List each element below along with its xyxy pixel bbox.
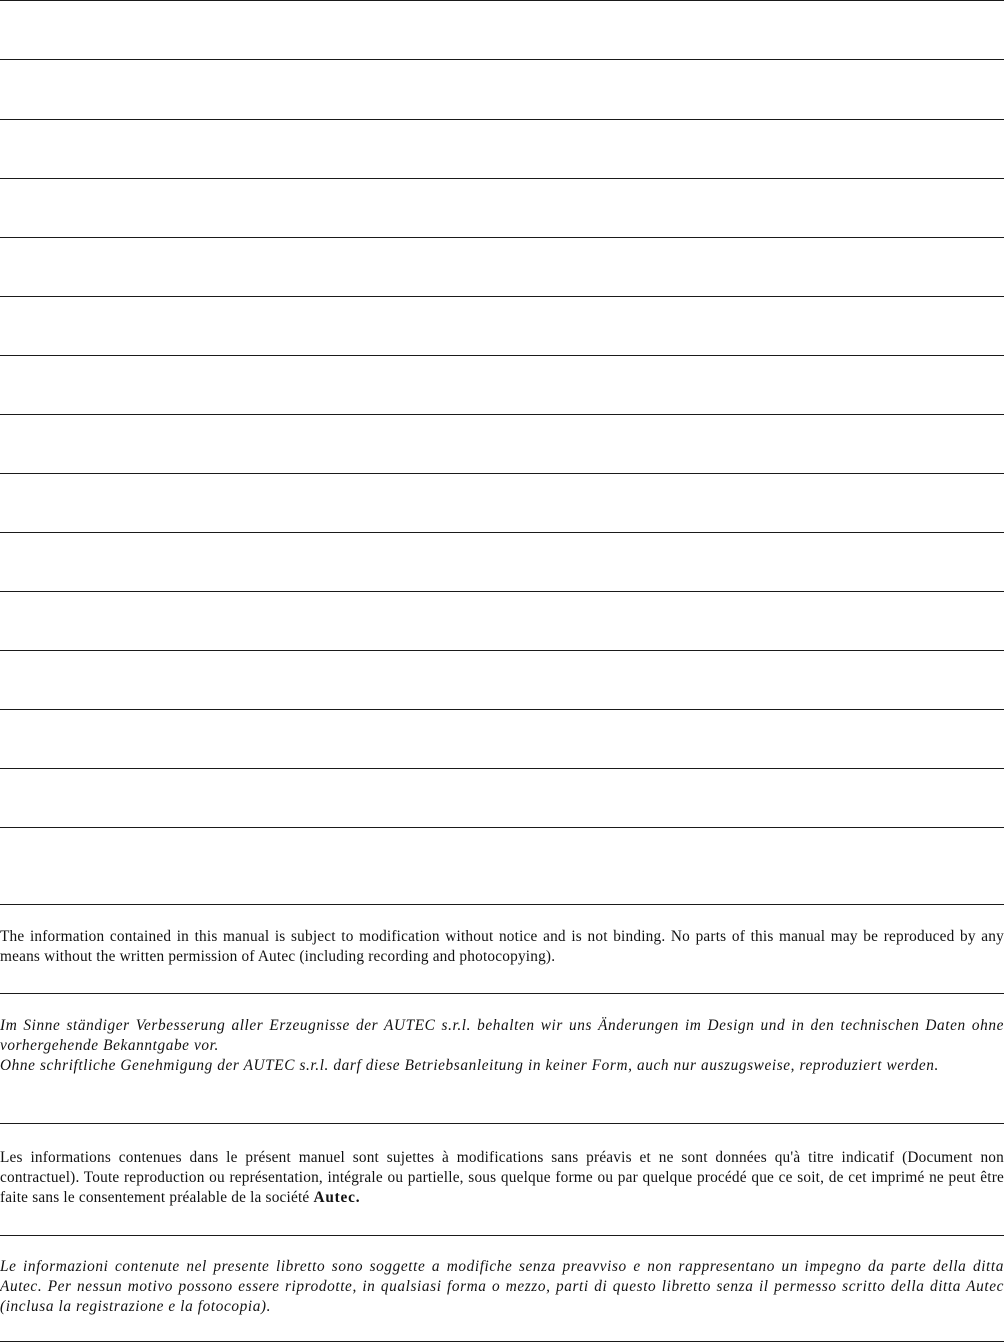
company-name: Autec. <box>313 1189 361 1206</box>
disclaimer-german <box>0 1016 1004 1076</box>
note-line <box>0 237 1004 238</box>
disclaimer-french-paragraph <box>0 1148 1004 1208</box>
section-divider <box>0 904 1004 905</box>
disclaimer-italian-text: Le informazioni contenute nel presente libretto sono soggette a modifiche senza preavviso e non rappresentano un impegno da parte della ditta Autec. Per nessun motivo possono essere riprodotte, in qualsiasi forma o mezzo, parti di questo libretto senza il permesso scritto della ditta Autec (inclusa la registrazione e la fotocopia). <box>0 1258 1004 1315</box>
disclaimer-french <box>0 1148 1004 1208</box>
note-line <box>0 768 1004 769</box>
note-line <box>0 650 1004 651</box>
note-line <box>0 473 1004 474</box>
disclaimer-italian <box>0 1257 1004 1317</box>
note-line <box>0 178 1004 179</box>
disclaimer-english <box>0 927 1004 967</box>
disclaimer-english-text: The information contained in this manual is subject to modification without notice and is not binding. No parts of this manual may be reproduced by any means without the written permission of Autec (including recording and photocopying). <box>0 928 1004 965</box>
note-line <box>0 119 1004 120</box>
note-line <box>0 709 1004 710</box>
note-line <box>0 59 1004 60</box>
disclaimer-french-text: Les informations contenues dans le présent manuel sont sujettes à modifications sans préavis et ne sont données qu'à titre indicatif (Document non contractuel). Toute reproduction ou représentation, intégrale ou partielle, sous quelque forme ou par quelque procédé que ce soit, de cet imprimé ne peut être faite sans le consentement préalable de la société <box>0 1149 1004 1206</box>
section-divider <box>0 1123 1004 1124</box>
note-line <box>0 414 1004 415</box>
disclaimer-german-paragraph-2: Ohne schriftliche Genehmigung der AUTEC s.r.l. darf diese Betriebsanleitung in keiner Form, auch nur auszugsweise, reproduziert werden. <box>0 1057 939 1074</box>
note-line <box>0 532 1004 533</box>
note-line <box>0 355 1004 356</box>
section-divider <box>0 993 1004 994</box>
note-line <box>0 296 1004 297</box>
note-line <box>0 0 1004 1</box>
disclaimer-german-paragraph-1: Im Sinne ständiger Verbesserung aller Erzeugnisse der AUTEC s.r.l. behalten wir uns Änderungen im Design und in den technischen Daten ohne vorhergehende Bekanntgabe vor. <box>0 1017 1004 1054</box>
note-line <box>0 827 1004 828</box>
note-line <box>0 591 1004 592</box>
section-divider <box>0 1235 1004 1236</box>
